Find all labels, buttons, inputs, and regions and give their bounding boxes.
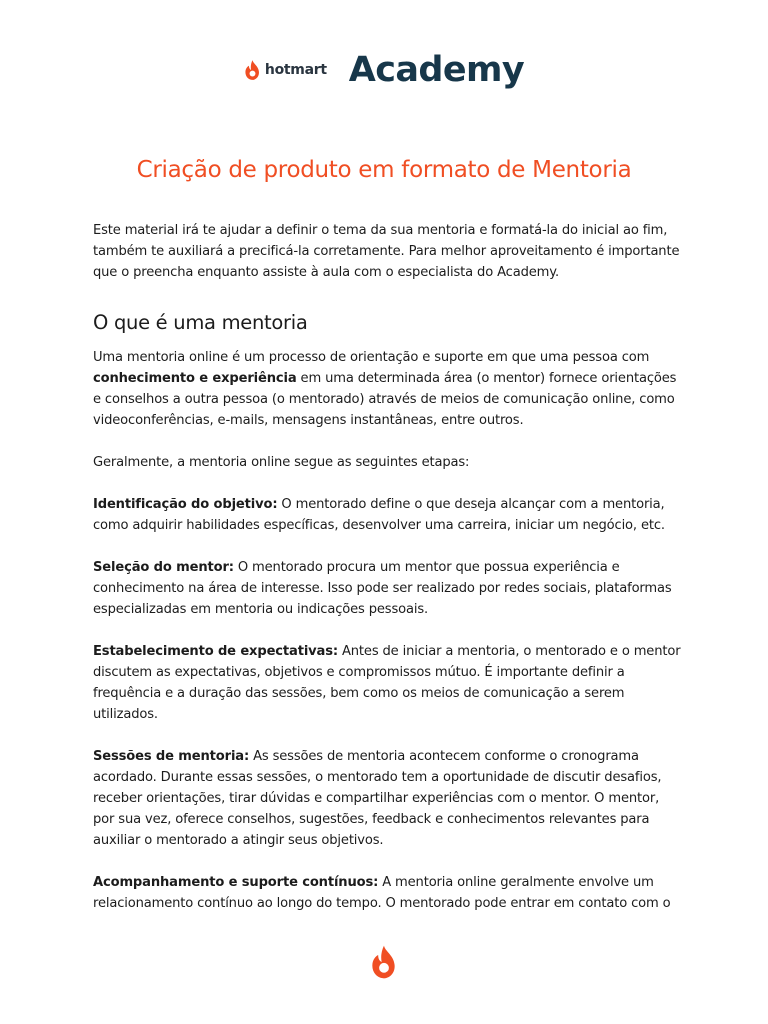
step-text: O mentorado define o que deseja alcançar com a mentoria, como adquirir habilidades específicas, desenvolver uma carreira, iniciar um negócio, etc.	[93, 497, 665, 533]
step-paragraph	[93, 641, 683, 725]
step-text: As sessões de mentoria acontecem conforme o cronograma acordado. Durante essas sessões, o mentorado tem a oportunidade de discutir desafios, receber orientações, tirar dúvidas e compartilhar experiências com o mentor. O mentor, por sua vez, oferece conselhos, sugestões, feedback e conhecimentos relevantes para auxiliar o mentorado a atingir seus objetivos.	[93, 749, 662, 848]
step-label: Identificação do objetivo:	[93, 497, 278, 512]
step-text: Antes de iniciar a mentoria, o mentorado e o mentor discutem as expectativas, objetivos e compromissos mútuo. É importante definir a frequência e a duração das sessões, bem como os meios de comunicação a serem utilizados.	[93, 644, 681, 722]
step-label: Acompanhamento e suporte contínuos:	[93, 875, 379, 890]
document-body	[93, 220, 683, 935]
step-paragraph	[93, 746, 683, 851]
step-paragraph	[93, 557, 683, 620]
brand-name: hotmart	[264, 62, 327, 78]
definition-paragraph	[93, 347, 683, 431]
hotmart-logo	[244, 59, 327, 81]
step-label: Seleção do mentor:	[93, 560, 234, 575]
definition-text-a: Uma mentoria online é um processo de orientação e suporte em que uma pessoa com	[93, 350, 650, 365]
steps-intro-paragraph: Geralmente, a mentoria online segue as seguintes etapas:	[93, 455, 470, 470]
step-text: A mentoria online geralmente envolve um relacionamento contínuo ao longo do tempo. O mentorado pode entrar em contato com o	[93, 875, 671, 911]
header	[0, 50, 768, 90]
academy-wordmark: Academy	[348, 50, 525, 90]
flame-icon	[244, 59, 261, 81]
document-title: Criação de produto em formato de Mentoria	[136, 157, 632, 183]
definition-bold: conhecimento e experiência	[93, 371, 297, 386]
step-label: Estabelecimento de expectativas:	[93, 644, 338, 659]
step-paragraph	[93, 872, 683, 914]
step-label: Sessões de mentoria:	[93, 749, 250, 764]
step-paragraph	[93, 494, 683, 536]
flame-icon	[370, 944, 398, 980]
step-text: O mentorado procura um mentor que possua experiência e conhecimento na área de interesse. Isso pode ser realizado por redes sociais, plataformas especializadas em mentoria ou indicações pessoais.	[93, 560, 672, 617]
section-heading: O que é uma mentoria	[93, 311, 308, 334]
intro-paragraph: Este material irá te ajudar a definir o tema da sua mentoria e formatá-la do inicial ao fim, também te auxiliará a precificá-la corretamente. Para melhor aproveitamento é importante que o preencha enquanto assiste à aula com o especialista do Academy.	[93, 223, 680, 280]
definition-text-b: em uma determinada área (o mentor) fornece orientações e conselhos a outra pessoa (o mentorado) através de meios de comunicação online, como videoconferências, e-mails, mensagens instantâneas, entre outros.	[93, 371, 677, 428]
footer-logo	[370, 944, 398, 984]
